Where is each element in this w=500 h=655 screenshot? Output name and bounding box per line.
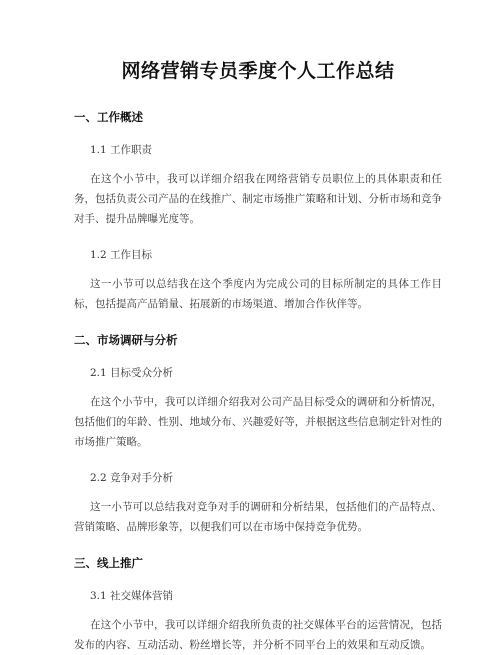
section-heading-online-promotion: 三、线上推广 xyxy=(74,556,143,570)
section-heading-overview: 一、工作概述 xyxy=(74,110,143,124)
subsection-heading-competitors: 2.2 竞争对手分析 xyxy=(90,472,174,484)
subsection-heading-goals: 1.2 工作目标 xyxy=(90,249,153,261)
paragraph-social-media: 在这个小节中，我可以详细介绍我所负责的社交媒体平台的运营情况，包括发布的内容、互动活动、粉丝增长等，并分析不同平台上的效果和互动反馈。 xyxy=(74,619,442,651)
subsection-heading-audience: 2.1 目标受众分析 xyxy=(90,367,174,379)
document-title: 网络营销专员季度个人工作总结 xyxy=(121,60,395,82)
paragraph-duties: 在这个小节中，我可以详细介绍我在网络营销专员职位上的具体职责和任务，包括负责公司产品的在线推广、制定市场推广策略和计划、分析市场和竞争对手、提升品牌曝光度等。 xyxy=(74,173,442,225)
paragraph-competitors: 这一小节可以总结我对竞争对手的调研和分析结果，包括他们的产品特点、营销策略、品牌形象等，以便我们可以在市场中保持竞争优势。 xyxy=(74,501,442,533)
subsection-heading-duties: 1.1 工作职责 xyxy=(90,144,153,156)
paragraph-audience: 在这个小节中，我可以详细介绍我对公司产品目标受众的调研和分析情况，包括他们的年龄、性别、地域分布、兴趣爱好等，并根据这些信息制定针对性的市场推广策略。 xyxy=(74,396,442,448)
paragraph-goals: 这一小节可以总结我在这个季度内为完成公司的目标所制定的具体工作目标，包括提高产品销量、拓展新的市场渠道、增加合作伙伴等。 xyxy=(74,278,442,310)
subsection-heading-social-media: 3.1 社交媒体营销 xyxy=(90,590,174,602)
section-heading-market-research: 二、市场调研与分析 xyxy=(74,333,178,347)
